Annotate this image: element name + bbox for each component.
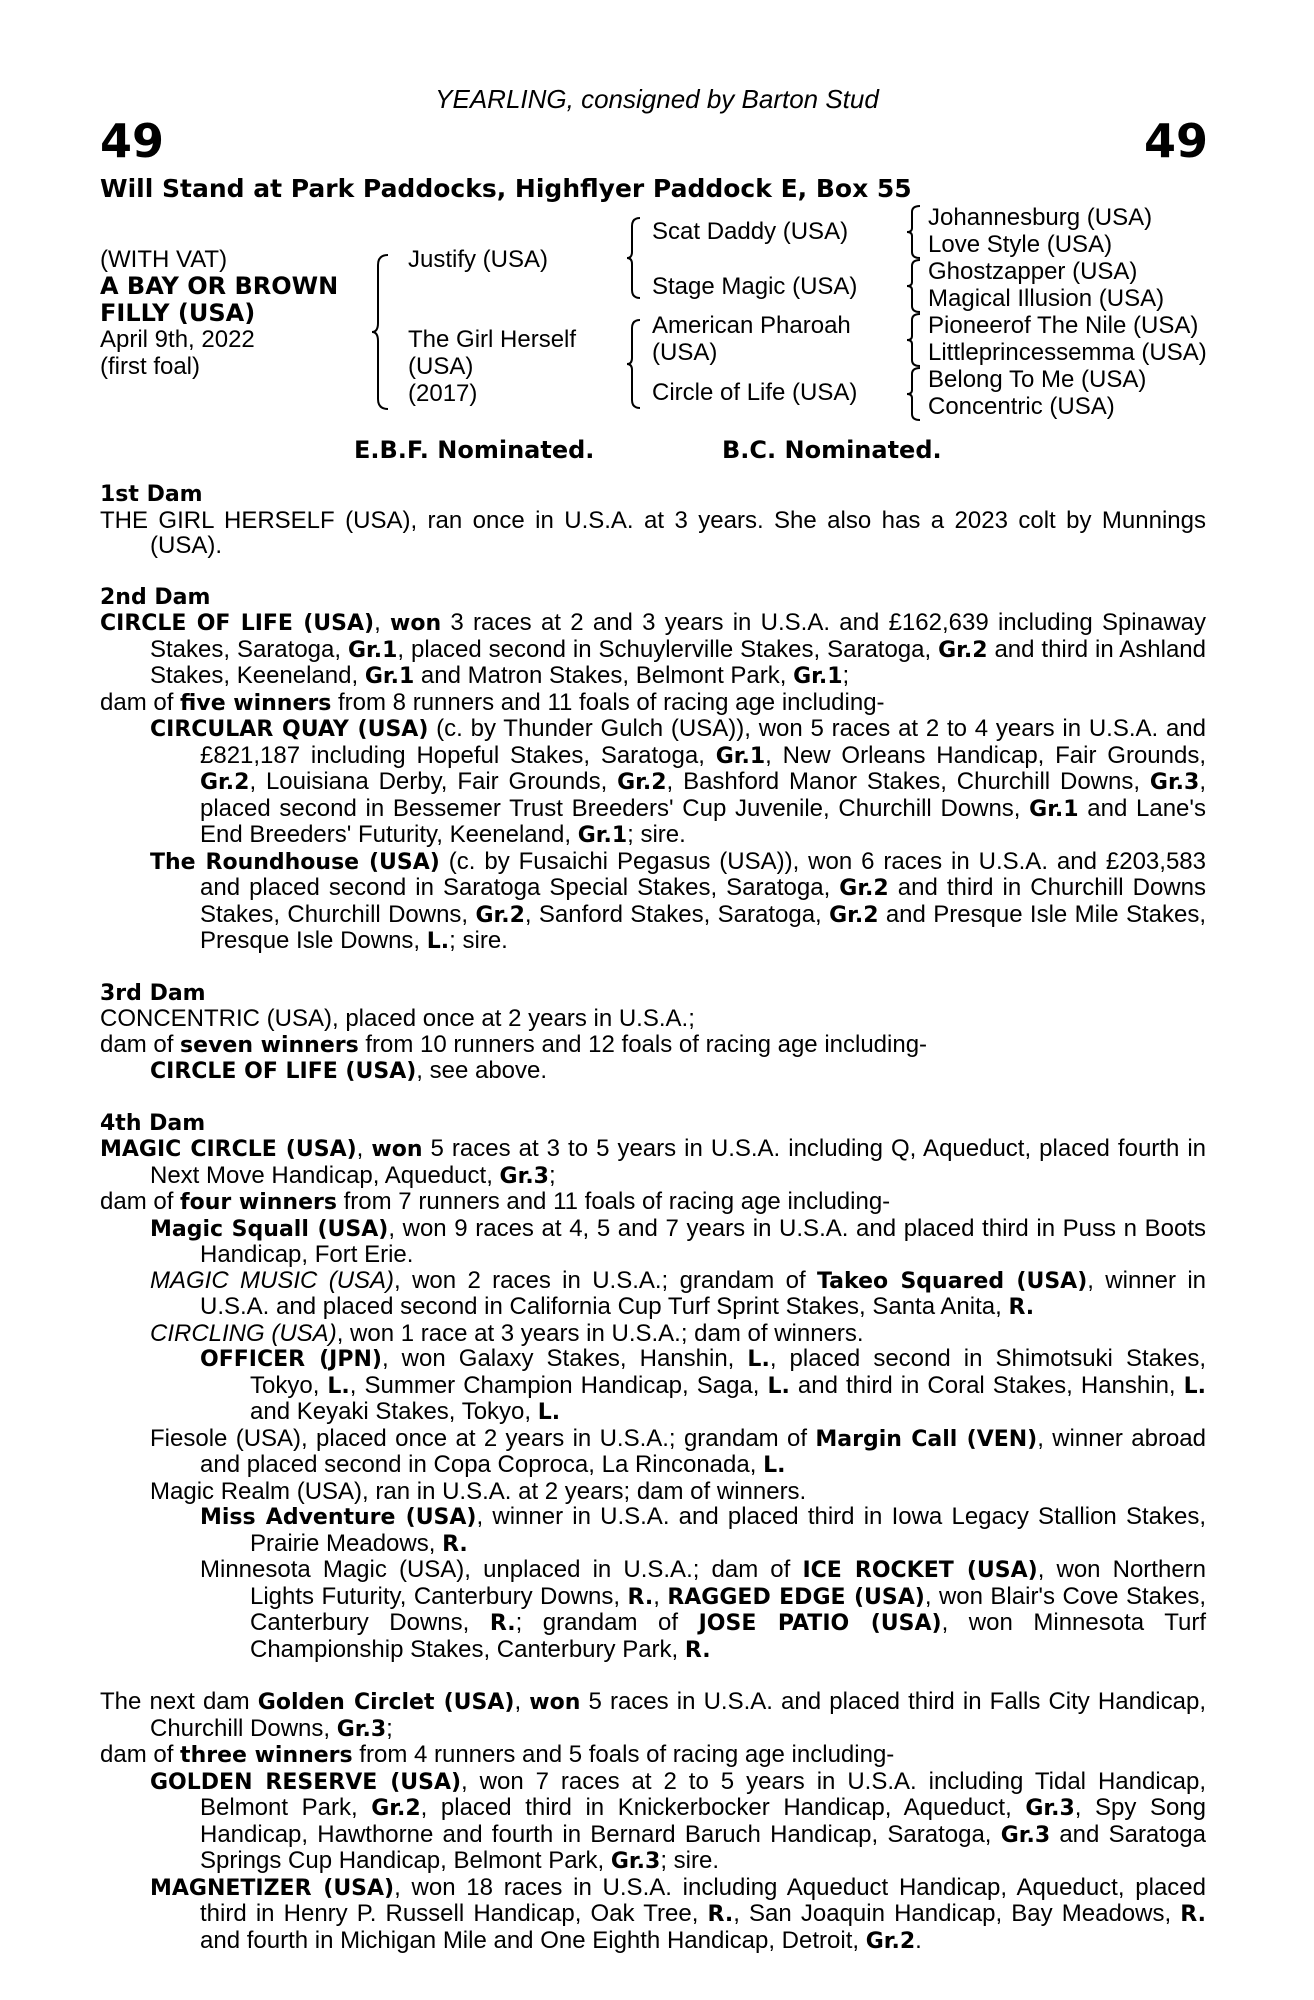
- dam-name-line1: The Girl Herself: [408, 326, 577, 353]
- dam-sire-sire: Pioneerof The Nile (USA): [928, 312, 1199, 339]
- next-dam-produce: dam of three winners from 4 runners and 5 foals of racing age including-: [100, 1741, 895, 1768]
- sire-sire-dam: Love Style (USA): [928, 231, 1113, 258]
- third-dam-entry: CONCENTRIC (USA), placed once at 2 years in U.S.A.;: [100, 1005, 695, 1032]
- produce-fiesole: Fiesole (USA), placed once at 2 years in U.S.A.; grandam of Margin Call (VEN), winner abroad and placed second in Copa Coproca, La Rinconada, L.: [150, 1424, 1206, 1478]
- sire-dam-dam: Magical Illusion (USA): [928, 285, 1165, 312]
- sire-name: Justify (USA): [408, 246, 549, 273]
- dam-sire-dam: Littleprincessemma (USA): [928, 339, 1207, 366]
- bc-nominated: B.C. Nominated.: [722, 436, 942, 464]
- ebf-nominated: E.B.F. Nominated.: [354, 436, 595, 464]
- produce-the-roundhouse: The Roundhouse (USA) (c. by Fusaichi Pegasus (USA)), won 6 races in U.S.A. and £203,583 and placed second in Saratoga Special Stakes, Saratoga, Gr.2 and third in Churchill Downs Stakes, Churchill Downs, Gr.2, Sanford Stakes, Saratoga, Gr.2 and Presque Isle Mile Stakes, Presque Isle Downs, L.; sire.: [150, 847, 1206, 954]
- third-dam-heading: 3rd Dam: [100, 980, 206, 1006]
- second-dam-produce: dam of five winners from 8 runners and 11 foals of racing age including-: [100, 688, 885, 716]
- produce-officer: OFFICER (JPN), won Galaxy Stakes, Hanshin, L., placed second in Shimotsuki Stakes, Tokyo, L., Summer Champion Handicap, Saga, L. and third in Coral Stakes, Hanshin, L. and Keyaki Stakes, Tokyo, L.: [200, 1345, 1207, 1425]
- produce-circle-of-life: CIRCLE OF LIFE (USA), see above.: [150, 1057, 548, 1084]
- dam-dam-sire: Belong To Me (USA): [928, 366, 1147, 393]
- produce-magnetizer: MAGNETIZER (USA), won 18 races in U.S.A. including Aqueduct Handicap, Aqueduct, placed third in Henry P. Russell Handicap, Oak Tree, R., San Joaquin Handicap, Bay Meadows, R. and fourth in Michigan Mile and One Eighth Handicap, Detroit, Gr.2.: [150, 1873, 1207, 1954]
- dam-name-line2: (USA): [408, 353, 474, 380]
- dam-sire-line1: American Pharoah: [652, 312, 851, 339]
- horse-name-line1: A BAY OR BROWN: [100, 272, 339, 300]
- produce-golden-reserve: GOLDEN RESERVE (USA), won 7 races at 2 to 5 years in U.S.A. including Tidal Handicap, Belmont Park, Gr.2, placed third in Knickerbocker Handicap, Aqueduct, Gr.3, Spy Song Handicap, Hawthorne and fourth in Bernard Baruch Handicap, Saratoga, Gr.3 and Saratoga Springs Cup Handicap, Belmont Park, Gr.3; sire.: [150, 1767, 1207, 1874]
- dam-dam: Circle of Life (USA): [652, 379, 858, 406]
- dam-sire-line2: (USA): [652, 339, 718, 366]
- produce-magic-realm: Magic Realm (USA), ran in U.S.A. at 2 years; dam of winners.: [150, 1477, 807, 1505]
- produce-magic-music: MAGIC MUSIC (USA), won 2 races in U.S.A.; grandam of Takeo Squared (USA), winner in U.S.A. and placed second in California Cup Turf Sprint Stakes, Santa Anita, R.: [150, 1266, 1207, 1320]
- horse-name-line2: FILLY (USA): [100, 299, 256, 327]
- dam-dam-dam: Concentric (USA): [928, 393, 1115, 420]
- fourth-dam-heading: 4th Dam: [100, 1110, 206, 1136]
- lot-number-right: 49: [1143, 114, 1208, 168]
- produce-circular-quay: CIRCULAR QUAY (USA) (c. by Thunder Gulch (USA)), won 5 races at 2 to 4 years in U.S.A. and £821,187 including Hopeful Stakes, Saratoga, Gr.1, New Orleans Handicap, Fair Grounds, Gr.2, Louisiana Derby, Fair Grounds, Gr.2, Bashford Manor Stakes, Churchill Downs, Gr.3, placed second in Bessemer Trust Breeders' Cup Juvenile, Churchill Downs, Gr.1 and Lane's End Breeders' Futurity, Keeneland, Gr.1; sire.: [150, 715, 1207, 848]
- sire-sire-sire: Johannesburg (USA): [928, 204, 1153, 231]
- sire-dam: Stage Magic (USA): [652, 273, 858, 300]
- pedigree-brace-gen3-4: [906, 366, 922, 422]
- first-dam-entry: THE GIRL HERSELF (USA), ran once in U.S.A. at 3 years. She also has a 2023 colt by Munnings (USA).: [100, 506, 1206, 559]
- dam-foaled-year: (2017): [408, 380, 478, 407]
- sire-dam-sire: Ghostzapper (USA): [928, 258, 1138, 285]
- pedigree-brace-dam-side: [626, 318, 642, 410]
- produce-magic-squall: Magic Squall (USA), won 9 races at 4, 5 and 7 years in U.S.A. and placed third in Puss n Boots Handicap, Fort Erie.: [150, 1214, 1206, 1268]
- pedigree-brace-gen3-2: [906, 258, 922, 314]
- third-dam-produce: dam of seven winners from 10 runners and 12 foals of racing age including-: [100, 1030, 928, 1058]
- foaling-date: April 9th, 2022: [100, 326, 255, 353]
- sire-sire: Scat Daddy (USA): [652, 218, 849, 245]
- lot-number-left: 49: [100, 114, 165, 168]
- produce-circling: CIRCLING (USA), won 1 race at 3 years in U.S.A.; dam of winners.: [150, 1319, 864, 1347]
- pedigree-brace-sire-side: [626, 216, 642, 300]
- produce-minnesota-magic: Minnesota Magic (USA), unplaced in U.S.A.; dam of ICE ROCKET (USA), won Northern Lights Futurity, Canterbury Downs, R., RAGGED EDGE (USA), won Blair's Cove Stakes, Canterbury Downs, R.; grandam of JOSE PATIO (USA), won Minnesota Turf Championship Stakes, Canterbury Park, R.: [200, 1556, 1207, 1663]
- pedigree-brace-gen3-3: [906, 312, 922, 368]
- standing-location: Will Stand at Park Paddocks, Highflyer Paddock E, Box 55: [100, 174, 912, 203]
- produce-record: [100, 482, 1206, 1954]
- consignment-header: YEARLING, consigned by Barton Stud: [435, 84, 879, 114]
- next-dam-entry: The next dam Golden Circlet (USA), won 5 races in U.S.A. and placed third in Falls City Handicap, Churchill Downs, Gr.3;: [100, 1688, 1207, 1742]
- first-foal-note: (first foal): [100, 353, 201, 380]
- produce-miss-adventure: Miss Adventure (USA), winner in U.S.A. and placed third in Iowa Legacy Stallion Stakes, Prairie Meadows, R.: [200, 1503, 1207, 1557]
- fourth-dam-entry: MAGIC CIRCLE (USA), won 5 races at 3 to 5 years in U.S.A. including Q, Aqueduct, placed fourth in Next Move Handicap, Aqueduct, Gr.3;: [100, 1135, 1207, 1189]
- second-dam-entry: CIRCLE OF LIFE (USA), won 3 races at 2 and 3 years in U.S.A. and £162,639 including Spinaway Stakes, Saratoga, Gr.1, placed second in Schuylerville Stakes, Saratoga, Gr.2 and third in Ashland Stakes, Keeneland, Gr.1 and Matron Stakes, Belmont Park, Gr.1;: [100, 609, 1207, 689]
- fourth-dam-produce: dam of four winners from 7 runners and 11 foals of racing age including-: [100, 1188, 891, 1215]
- vat-note: (WITH VAT): [100, 246, 228, 273]
- pedigree-brace-gen1: [370, 253, 390, 411]
- first-dam-heading: 1st Dam: [100, 482, 203, 507]
- second-dam-heading: 2nd Dam: [100, 584, 211, 610]
- pedigree-brace-gen3-1: [906, 204, 922, 260]
